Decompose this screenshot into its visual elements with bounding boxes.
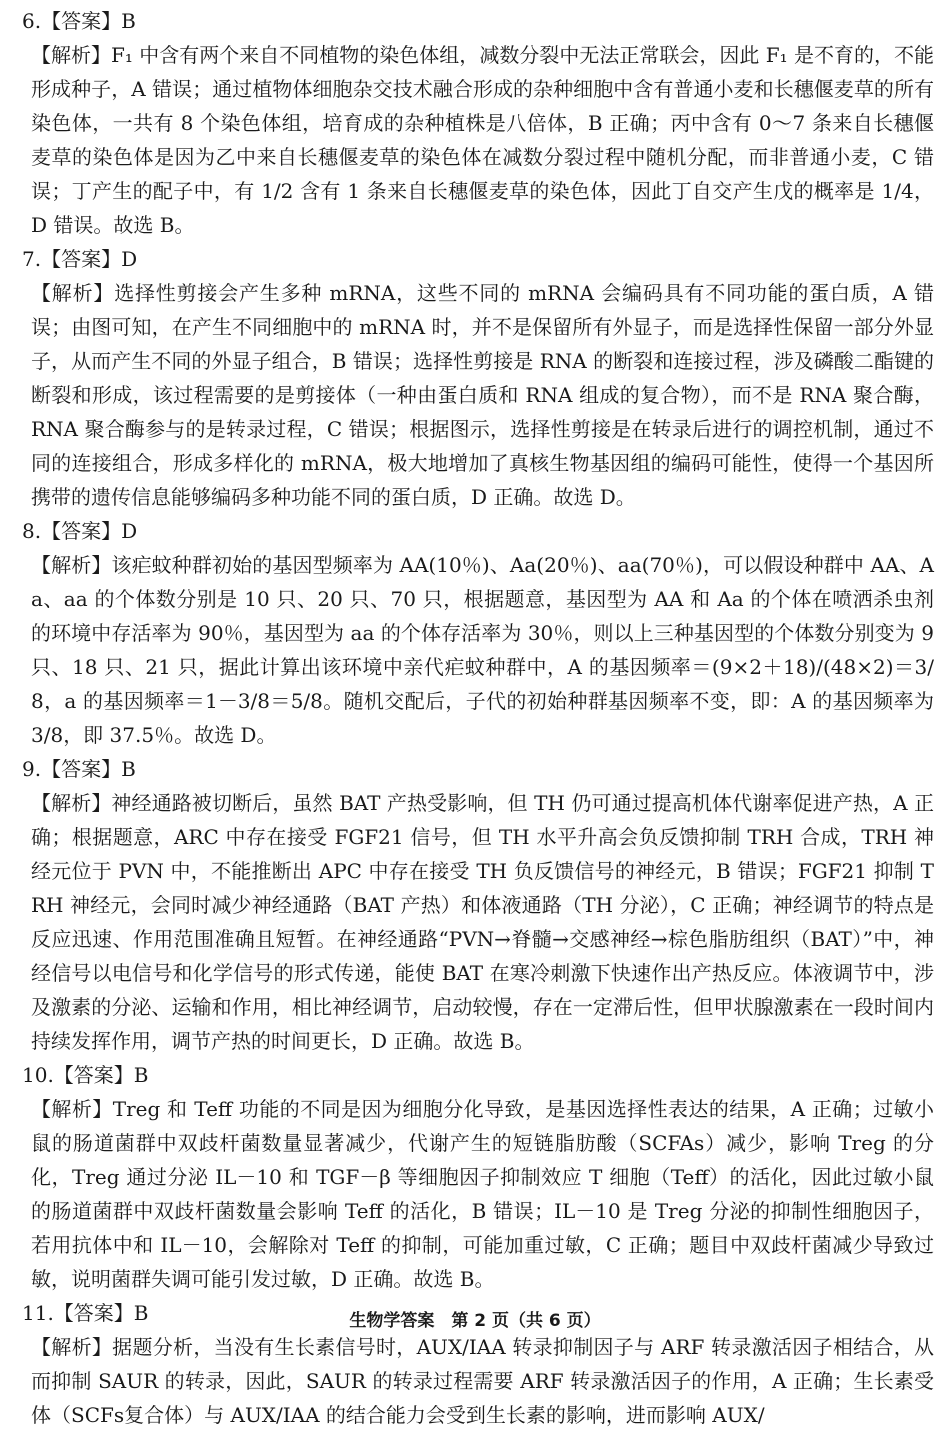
answer-item-10 bbox=[22, 1058, 934, 1296]
answer-line: 11.【答案】B bbox=[22, 1301, 149, 1325]
answer-item-9 bbox=[22, 752, 934, 1058]
explanation-text: 【解析】F₁ 中含有两个来自不同植物的染色体组，减数分裂中无法正常联会，因此 F₁ 是不育的，不能形成种子，A 错误；通过植物体细胞杂交技术融合形成的杂种细胞中含有普通小麦和长穗偃麦草的所有染色体，一共有 8 个染色体组，培育成的杂种植株是八倍体，B 正确；丙中含有 0～7 条来自长穗偃麦草的染色体是因为乙中来自长穗偃麦草的染色体在减数分裂过程中随机分配，而非普通小麦，C 错误；丁产生的配子中，有 1/2 含有 1 条来自长穗偃麦草的染色体，因此丁自交产生戊的概率是 1/4，D 错误。故选 B。 bbox=[31, 43, 934, 237]
page-footer: 生物学答案 第 2 页（共 6 页） bbox=[349, 1311, 601, 1331]
answer-line: 8.【答案】D bbox=[22, 519, 138, 543]
explanation-text: 【解析】选择性剪接会产生多种 mRNA，这些不同的 mRNA 会编码具有不同功能的蛋白质，A 错误；由图可知，在产生不同细胞中的 mRNA 时，并不是保留所有外显子，而是选择性保留一部分外显子，从而产生不同的外显子组合，B 错误；选择性剪接是 RNA 的断裂和连接过程，涉及磷酸二酯键的断裂和形成，该过程需要的是剪接体（一种由蛋白质和 RNA 组成的复合物），而不是 RNA 聚合酶，RNA 聚合酶参与的是转录过程，C 错误；根据图示，选择性剪接是在转录后进行的调控机制，通过不同的连接组合，形成多样化的 mRNA，极大地增加了真核生物基因组的编码可能性，使得一个基因所携带的遗传信息能够编码多种功能不同的蛋白质，D 正确。故选 D。 bbox=[31, 281, 934, 509]
answer-line: 6.【答案】B bbox=[22, 9, 136, 33]
answer-item-7 bbox=[22, 242, 934, 514]
explanation-text: 【解析】神经通路被切断后，虽然 BAT 产热受影响，但 TH 仍可通过提高机体代谢率促进产热，A 正确；根据题意，ARC 中存在接受 FGF21 信号，但 TH 水平升高会负反馈抑制 TRH 合成，TRH 神经元位于 PVN 中，不能推断出 APC 中存在接受 TH 负反馈信号的神经元，B 错误；FGF21 抑制 TRH 神经元，会同时减少神经通路（BAT 产热）和体液通路（TH 分泌），C 正确；神经调节的特点是反应迅速、作用范围准确且短暂。在神经通路“PVN→脊髓→交感神经→棕色脂肪组织（BAT）”中，神经信号以电信号和化学信号的形式传递，能使 BAT 在寒冷刺激下快速作出产热反应。体液调节中，涉及激素的分泌、运输和作用，相比神经调节，启动较慢，存在一定滞后性，但甲状腺激素在一段时间内持续发挥作用，调节产热的时间更长，D 正确。故选 B。 bbox=[31, 791, 934, 1053]
explanation-text: 【解析】该疟蚊种群初始的基因型频率为 AA(10％)、Aa(20％)、aa(70％)，可以假设种群中 AA、Aa、aa 的个体数分别是 10 只、20 只、70 只，根据题意，基因型为 AA 和 Aa 的个体在喷洒杀虫剂的环境中存活率为 90％，基因型为 aa 的个体存活率为 30％，则以上三种基因型的个体数分别变为 9 只、18 只、21 只，据此计算出该环境中亲代疟蚊种群中，A 的基因频率＝(9×2＋18)/(48×2)＝3/8，a 的基因频率＝1－3/8＝5/8。随机交配后，子代的初始种群基因频率不变，即：A 的基因频率为 3/8，即 37.5％。故选 D。 bbox=[31, 553, 934, 747]
answer-line: 10.【答案】B bbox=[22, 1063, 149, 1087]
explanation-text: 【解析】据题分析，当没有生长素信号时，AUX/IAA 转录抑制因子与 ARF 转录激活因子相结合，从而抑制 SAUR 的转录，因此，SAUR 的转录过程需要 ARF 转录激活因子的作用，A 正确；生长素受体（SCFs复合体）与 AUX/IAA 的结合能力会受到生长素的影响，进而影响 AUX/ bbox=[31, 1335, 934, 1427]
answer-item-6 bbox=[22, 4, 934, 242]
answer-line: 7.【答案】D bbox=[22, 247, 138, 271]
answer-content bbox=[22, 4, 934, 1432]
answer-line: 9.【答案】B bbox=[22, 757, 136, 781]
explanation-text: 【解析】Treg 和 Teff 功能的不同是因为细胞分化导致，是基因选择性表达的结果，A 正确；过敏小鼠的肠道菌群中双歧杆菌数量显著减少，代谢产生的短链脂肪酸（SCFAs）减少，影响 Treg 的分化，Treg 通过分泌 IL－10 和 TGF－β 等细胞因子抑制效应 T 细胞（Teff）的活化，因此过敏小鼠的肠道菌群中双歧杆菌数量会影响 Teff 的活化，B 错误；IL－10 是 Treg 分泌的抑制性细胞因子，若用抗体中和 IL－10，会解除对 Teff 的抑制，可能加重过敏，C 正确；题目中双歧杆菌减少导致过敏，说明菌群失调可能引发过敏，D 正确。故选 B。 bbox=[31, 1097, 934, 1291]
answer-item-8 bbox=[22, 514, 934, 752]
